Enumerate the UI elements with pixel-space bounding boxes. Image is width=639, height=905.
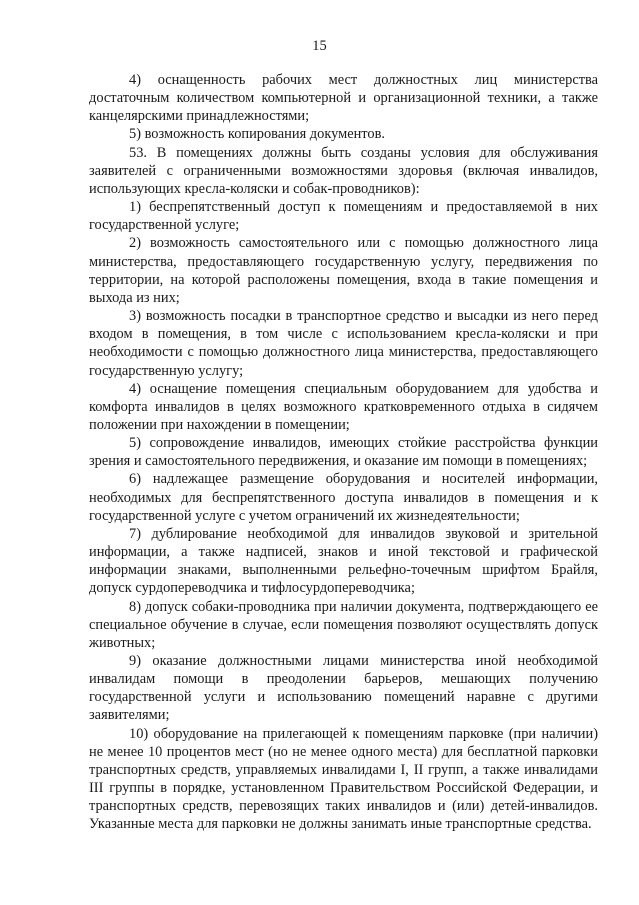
paragraph-item-5-escort: 5) сопровождение инвалидов, имеющих стойкие расстройства функции зрения и самостоятельного передвижения, и оказание им помощи в помещениях;	[89, 435, 598, 470]
paragraph-item-4-rest-equipment: 4) оснащение помещения специальным оборудованием для удобства и комфорта инвалидов в целях возможного кратковременного отдыха в сидячем положении при нахождении в помещении;	[89, 380, 598, 433]
paragraph-item-10-parking: 10) оборудование на прилегающей к помещениям парковке (при наличии) не менее 10 процентов мест (но не менее одного места) для бесплатной парковки транспортных средств, управляемых инвалидами I, II групп, а также инвалидами III группы в порядке, установленном Правительством Российской Федерации, и транспортных средств, перевозящих таких инвалидов и (или) детей-инвалидов. Указанные места для парковки не должны занимать иные транспортные средства.	[89, 725, 598, 833]
paragraph-item-1-access: 1) беспрепятственный доступ к помещениям и предоставляемой в них государственной услуге;	[89, 199, 598, 234]
paragraph-item-7-duplication: 7) дублирование необходимой для инвалидов звуковой и зрительной информации, а также надписей, знаков и иной текстовой и графической информации знаками, выполненными рельефно-точечным шрифтом Брайля, допуск сурдопереводчика и тифлосурдопереводчика;	[89, 525, 598, 597]
paragraph-item-5-copying: 5) возможность копирования документов.	[129, 126, 385, 143]
paragraph-item-2-movement: 2) возможность самостоятельного или с помощью должностного лица министерства, предоставляющего государственную услугу, передвижения по территории, на которой расположены помещения, входа в такие помещения и выхода из них;	[89, 235, 598, 306]
paragraph-item-6-placement: 6) надлежащее размещение оборудования и носителей информации, необходимых для беспрепятственного доступа инвалидов в помещения и к государственной услуге с учетом ограничений их жизнедеятельности;	[89, 471, 598, 524]
paragraph-item-9-assistance: 9) оказание должностными лицами министерства иной необходимой инвалидам помощи в преодолении барьеров, мешающих получению государственной услуги и использованию помещений наравне с другими заявителями;	[89, 653, 598, 724]
page-number: 15	[312, 38, 327, 54]
paragraph-item-4-equipment: 4) оснащенность рабочих мест должностных лиц министерства достаточным количеством компьютерной и организационной техники, а также канцелярскими принадлежностями;	[89, 72, 598, 125]
paragraph-item-3-transport: 3) возможность посадки в транспортное средство и высадки из него перед входом в помещения, в том числе с использованием кресла-коляски и при необходимости с помощью должностного лица министерства, предоставляющего государственную услугу;	[89, 308, 598, 379]
document-body	[89, 71, 598, 834]
paragraph-item-8-guide-dog: 8) допуск собаки-проводника при наличии документа, подтверждающего ее специальное обучение в случае, если помещения позволяют осуществлять допуск животных;	[89, 598, 598, 651]
paragraph-section-53: 53. В помещениях должны быть созданы условия для обслуживания заявителей с ограниченными возможностями здоровья (включая инвалидов, использующих кресла-коляски и собак-проводников):	[89, 144, 598, 197]
